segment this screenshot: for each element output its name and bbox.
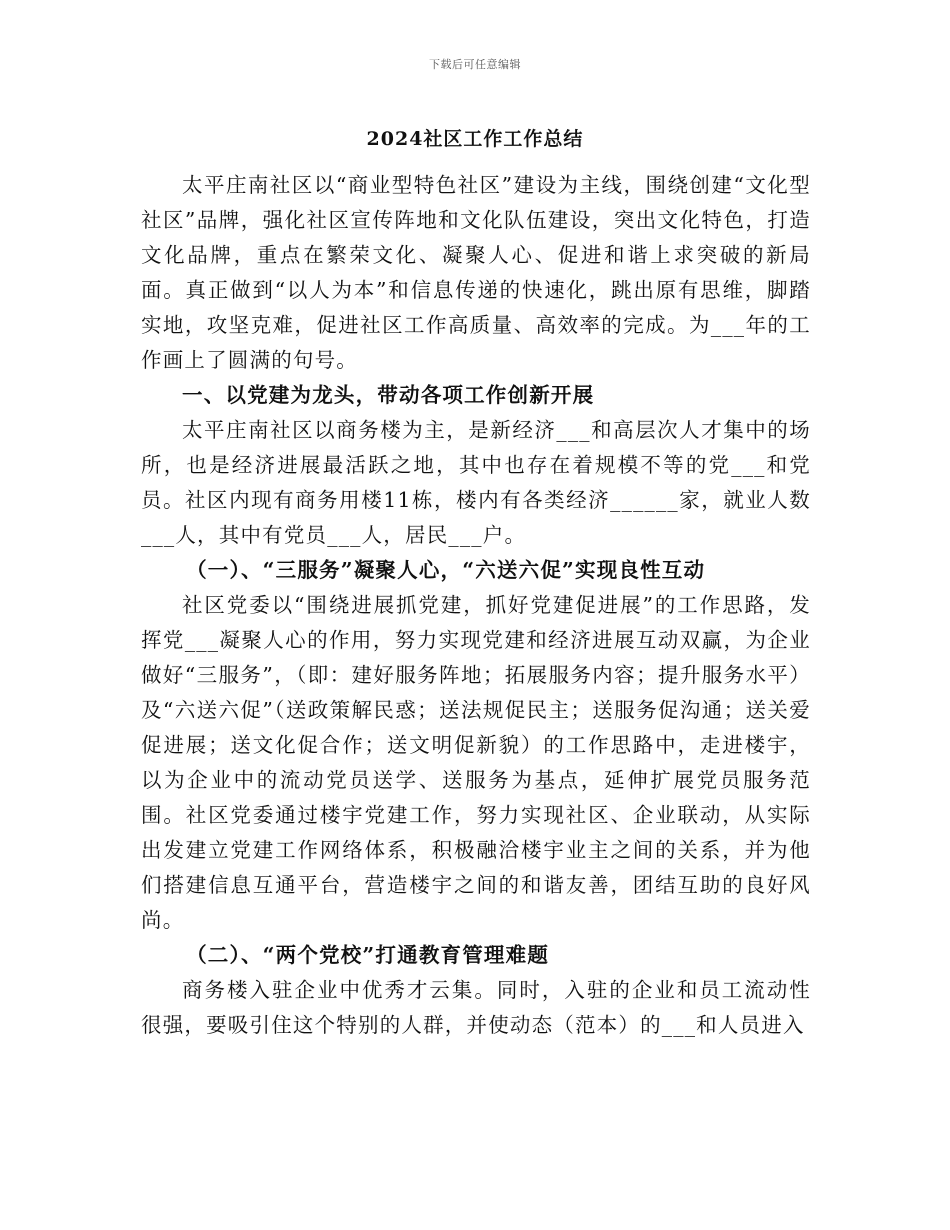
- paragraph-intro: 太平庄南社区以“商业型特色社区”建设为主线，围绕创建“文化型社区”品牌，强化社区宣传阵地和文化队伍建设，突出文化特色，打造文化品牌，重点在繁荣文化、凝聚人心、促进和谐上求突破的新局面。真正做到“以人为本”和信息传递的快速化，跳出原有思维，脚踏实地，攻坚克难，促进社区工作高质量、高效率的完成。为___年的工作画上了圆满的句号。: [141, 173, 811, 372]
- header-note: 下载后可任意编辑: [429, 58, 521, 71]
- paragraph-subsection-2: 商务楼入驻企业中优秀才云集。同时，入驻的企业和员工流动性很强，要吸引住这个特别的人群，并使动态（范本）的___和人员进入: [141, 978, 811, 1037]
- paragraph-subsection-1: 社区党委以“围绕进展抓党建，抓好党建促进展”的工作思路，发挥党___凝聚人心的作用，努力实现党建和经济进展互动双赢，为企业做好“三服务”，（即：建好服务阵地；拓展服务内容；提升服务水平）及“六送六促”（送政策解民惑；送法规促民主；送服务促沟通；送关爱促进展；送文化促合作；送文明促新貌）的工作思路中，走进楼宇，以为企业中的流动党员送学、送服务为基点，延伸扩展党员服务范围。社区党委通过楼宇党建工作，努力实现社区、企业联动，从实际出发建立党建工作网络体系，积极融洽楼宇业主之间的关系，并为他们搭建信息互通平台，营造楼宇之间的和谐友善，团结互助的良好风尚。: [141, 593, 811, 932]
- document-body: [141, 168, 811, 1043]
- section-heading-1: 一、以党建为龙头，带动各项工作创新开展: [182, 383, 595, 407]
- document-title: 2024社区工作工作总结: [366, 128, 584, 150]
- subsection-heading-1: （一）、“三服务”凝聚人心，“六送六促”实现良性互动: [186, 558, 706, 582]
- subsection-heading-2: （二）、“两个党校”打通教育管理难题: [186, 943, 550, 967]
- paragraph-section-1: 太平庄南社区以商务楼为主，是新经济___和高层次人才集中的场所，也是经济进展最活跃之地，其中也存在着规模不等的党___和党员。社区内现有商务用楼11栋，楼内有各类经济______家，就业人数___人，其中有党员___人，居民___户。: [141, 418, 811, 547]
